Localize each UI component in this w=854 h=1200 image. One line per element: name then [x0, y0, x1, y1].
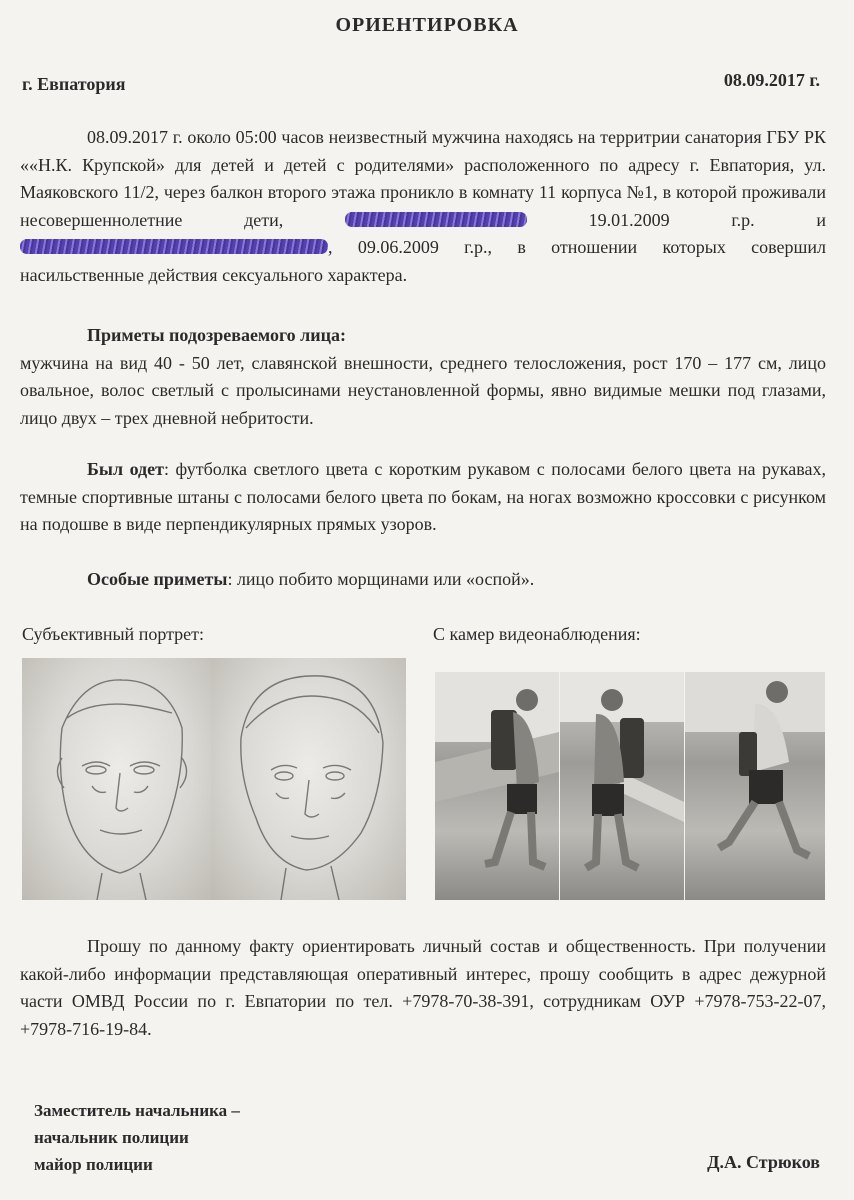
cctv-frame-1: [435, 672, 559, 900]
document-date: 08.09.2017 г.: [723, 70, 820, 90]
signer-name: Д.А. Стрюков: [707, 1152, 820, 1172]
document-title: ОРИЕНТИРОВКА: [335, 14, 519, 36]
person-walking-icon: [560, 672, 684, 900]
city-label: г. Евпатория: [22, 74, 126, 94]
incident-paragraph: [20, 124, 826, 289]
clothing-heading: Был одет: [87, 459, 164, 479]
face-sketch-icon: [22, 658, 217, 900]
person-walking-icon: [435, 672, 559, 900]
signature-block: [34, 1097, 240, 1178]
request-paragraph: Прошу по данному факту ориентировать личный состав и общественность. При получении какой-либо информации представляющая оперативный интерес, прошу сообщить в адрес дежурной части ОМВД России по г. Евпатории по тел. +7978-70-38-391, сотрудникам ОУР +7978-753-22-07, +7978-716-19-84.: [20, 936, 826, 1039]
clothing-paragraph: [20, 456, 826, 539]
cctv-caption: С камер видеонаблюдения:: [433, 624, 641, 644]
signature-rank: майор полиции: [34, 1155, 153, 1174]
redacted-name-2: [20, 239, 328, 254]
suspect-heading: Приметы подозреваемого лица:: [87, 325, 347, 345]
portrait-sketch-front: [22, 658, 217, 900]
clothing-description: : футболка светлого цвета с коротким рукавом с полосами белого цвета на рукавах, темные спортивные штаны с полосами белого цвета по бокам, на ногах возможно кроссовки с рисунком на подошве в виде перпендикулярных прямых узоров.: [20, 459, 826, 534]
portrait-caption: Субъективный портрет:: [22, 624, 205, 644]
special-paragraph: [20, 566, 826, 594]
portrait-sketch-side: [211, 658, 406, 900]
signature-position-1: Заместитель начальника –: [34, 1101, 240, 1120]
special-description: : лицо побито морщинами или «оспой».: [227, 569, 535, 589]
cctv-frame-3: [685, 672, 825, 900]
signature-position-2: начальник полиции: [34, 1128, 189, 1147]
person-walking-icon: [685, 672, 825, 900]
special-heading: Особые приметы: [87, 569, 228, 589]
suspect-description: мужчина на вид 40 - 50 лет, славянской внешности, среднего телосложения, рост 170 – 177 см, лицо овальное, волос светлый с пролысинами неустановленной формы, явно видимые мешки под глазами, лицо двух – трех дневной небритости.: [20, 352, 826, 428]
redacted-name-1: [345, 212, 527, 227]
face-sketch-icon: [211, 658, 406, 900]
cctv-frame-2: [560, 672, 684, 900]
incident-text-2: 19.01.2009 г.р. и: [588, 209, 826, 230]
suspect-paragraph: [20, 322, 826, 432]
incident-text-3: , 09.06.2009 г.р., в отношении которых совершил насильственные действия сексуального характера.: [20, 237, 826, 285]
incident-text-1: 08.09.2017 г. около 05:00 часов неизвестный мужчина находясь на территрии санатория ГБУ РК ««Н.К. Крупской» для детей и детей с родителями» расположенного по адресу г. Евпатория, ул. Маяковского 11/2, через балкон второго этажа проникло в комнату 11 корпуса №1, в которой проживали несовершеннолетние дети,: [20, 127, 826, 230]
